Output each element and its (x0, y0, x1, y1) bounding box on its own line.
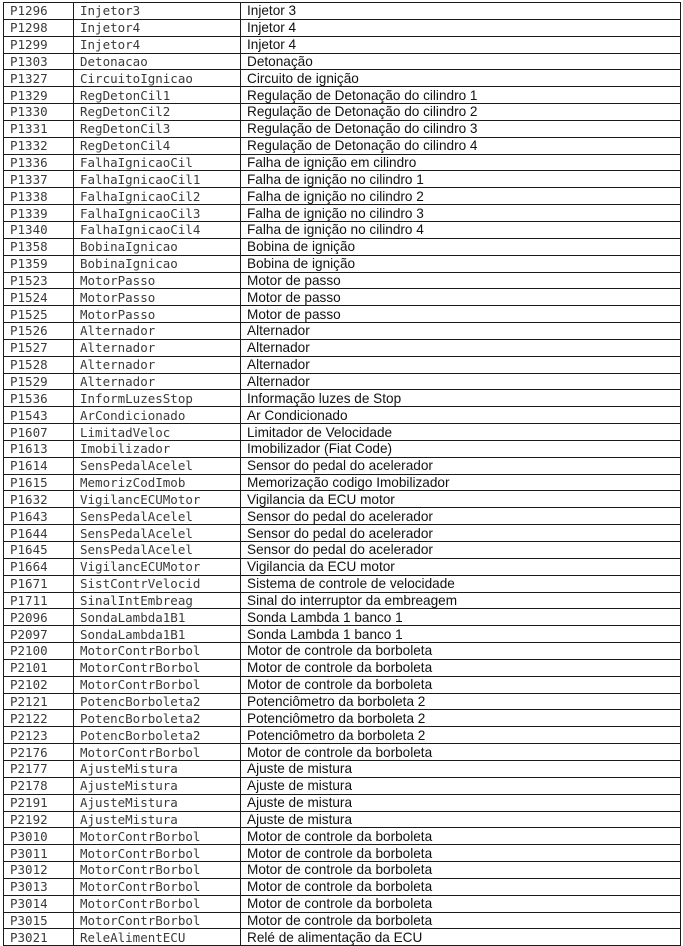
fault-symbol-cell: MotorPasso (74, 306, 241, 323)
table-row (4, 727, 681, 744)
table-row (4, 255, 681, 272)
table-row (4, 289, 681, 306)
fault-description-cell: Sonda Lambda 1 banco 1 (241, 626, 681, 643)
fault-description-cell: Sistema de controle de velocidade (241, 575, 681, 592)
fault-symbol-cell: AjusteMistura (74, 760, 241, 777)
fault-code-cell: P2102 (4, 676, 74, 693)
table-row (4, 457, 681, 474)
table-row (4, 643, 681, 660)
fault-symbol-cell: MemorizCodImob (74, 474, 241, 491)
fault-description-cell: Sensor do pedal do acelerador (241, 457, 681, 474)
fault-description-cell: Motor de controle da borboleta (241, 676, 681, 693)
table-row (4, 474, 681, 491)
fault-description-cell: Memorização codigo Imobilizador (241, 474, 681, 491)
fault-symbol-cell: FalhaIgnicaoCil3 (74, 205, 241, 222)
fault-code-cell: P1543 (4, 407, 74, 424)
fault-code-cell: P2101 (4, 659, 74, 676)
fault-code-cell: P1340 (4, 221, 74, 238)
fault-description-cell: Falha de ignição em cilindro (241, 154, 681, 171)
fault-code-cell: P1525 (4, 306, 74, 323)
fault-code-cell: P1331 (4, 120, 74, 137)
fault-symbol-cell: Imobilizador (74, 440, 241, 457)
table-row (4, 895, 681, 912)
table-row (4, 659, 681, 676)
fault-symbol-cell: VigilancECUMotor (74, 491, 241, 508)
fault-code-cell: P1524 (4, 289, 74, 306)
table-row (4, 238, 681, 255)
fault-code-cell: P3013 (4, 878, 74, 895)
fault-code-cell: P2122 (4, 710, 74, 727)
fault-symbol-cell: Injetor4 (74, 36, 241, 53)
fault-description-cell: Motor de controle da borboleta (241, 643, 681, 660)
table-row (4, 3, 681, 20)
table-row (4, 912, 681, 929)
table-row (4, 356, 681, 373)
table-row (4, 609, 681, 626)
fault-symbol-cell: Alternador (74, 373, 241, 390)
fault-description-cell: Ajuste de mistura (241, 760, 681, 777)
fault-symbol-cell: MotorContrBorbol (74, 659, 241, 676)
fault-description-cell: Alternador (241, 323, 681, 340)
fault-symbol-cell: MotorContrBorbol (74, 895, 241, 912)
table-row (4, 862, 681, 879)
fault-code-cell: P1615 (4, 474, 74, 491)
fault-code-cell: P1298 (4, 19, 74, 36)
fault-symbol-cell: MotorContrBorbol (74, 744, 241, 761)
table-row (4, 87, 681, 104)
fault-code-cell: P1644 (4, 525, 74, 542)
fault-symbol-cell: SondaLambda1B1 (74, 609, 241, 626)
fault-description-cell: Sensor do pedal do acelerador (241, 525, 681, 542)
fault-code-cell: P1330 (4, 104, 74, 121)
fault-description-cell: Motor de controle da borboleta (241, 862, 681, 879)
fault-description-cell: Injetor 4 (241, 36, 681, 53)
fault-description-cell: Ajuste de mistura (241, 794, 681, 811)
fault-description-cell: Injetor 3 (241, 3, 681, 20)
fault-code-cell: P3012 (4, 862, 74, 879)
fault-symbol-cell: PotencBorboleta2 (74, 710, 241, 727)
table-row (4, 188, 681, 205)
fault-description-cell: Motor de passo (241, 289, 681, 306)
fault-code-cell: P1664 (4, 558, 74, 575)
table-row (4, 440, 681, 457)
fault-symbol-cell: AjusteMistura (74, 794, 241, 811)
table-row (4, 53, 681, 70)
fault-code-cell: P1332 (4, 137, 74, 154)
fault-symbol-cell: RegDetonCil2 (74, 104, 241, 121)
fault-description-cell: Regulação de Detonação do cilindro 4 (241, 137, 681, 154)
fault-description-cell: Motor de controle da borboleta (241, 828, 681, 845)
table-row (4, 36, 681, 53)
table-row (4, 154, 681, 171)
fault-code-cell: P1327 (4, 70, 74, 87)
fault-code-table (3, 2, 681, 946)
fault-description-cell: Motor de controle da borboleta (241, 659, 681, 676)
fault-symbol-cell: PotencBorboleta2 (74, 693, 241, 710)
fault-description-cell: Imobilizador (Fiat Code) (241, 440, 681, 457)
fault-symbol-cell: MotorPasso (74, 289, 241, 306)
fault-code-cell: P1645 (4, 542, 74, 559)
fault-code-cell: P1671 (4, 575, 74, 592)
fault-description-cell: Motor de controle da borboleta (241, 878, 681, 895)
fault-description-cell: Ajuste de mistura (241, 777, 681, 794)
fault-symbol-cell: CircuitoIgnicao (74, 70, 241, 87)
fault-description-cell: Regulação de Detonação do cilindro 3 (241, 120, 681, 137)
table-row (4, 104, 681, 121)
fault-symbol-cell: MotorPasso (74, 272, 241, 289)
table-row (4, 525, 681, 542)
table-row (4, 542, 681, 559)
table-row (4, 491, 681, 508)
fault-description-cell: Relé de alimentação da ECU (241, 929, 681, 946)
fault-symbol-cell: Detonacao (74, 53, 241, 70)
table-row (4, 390, 681, 407)
fault-symbol-cell: FalhaIgnicaoCil1 (74, 171, 241, 188)
table-row (4, 339, 681, 356)
fault-description-cell: Falha de ignição no cilindro 1 (241, 171, 681, 188)
fault-description-cell: Bobina de ignição (241, 238, 681, 255)
fault-symbol-cell: VigilancECUMotor (74, 558, 241, 575)
fault-description-cell: Limitador de Velocidade (241, 424, 681, 441)
fault-symbol-cell: MotorContrBorbol (74, 676, 241, 693)
table-row (4, 845, 681, 862)
fault-symbol-cell: Alternador (74, 356, 241, 373)
fault-description-cell: Alternador (241, 356, 681, 373)
table-row (4, 558, 681, 575)
table-row (4, 626, 681, 643)
fault-code-cell: P2097 (4, 626, 74, 643)
fault-symbol-cell: BobinaIgnicao (74, 255, 241, 272)
fault-code-cell: P3010 (4, 828, 74, 845)
fault-symbol-cell: FalhaIgnicaoCil4 (74, 221, 241, 238)
table-row (4, 306, 681, 323)
table-row (4, 744, 681, 761)
fault-description-cell: Ar Condicionado (241, 407, 681, 424)
fault-symbol-cell: SensPedalAcelel (74, 457, 241, 474)
fault-symbol-cell: SensPedalAcelel (74, 508, 241, 525)
fault-description-cell: Falha de ignição no cilindro 4 (241, 221, 681, 238)
fault-description-cell: Potenciômetro da borboleta 2 (241, 710, 681, 727)
table-row (4, 693, 681, 710)
fault-code-cell: P2176 (4, 744, 74, 761)
fault-symbol-cell: MotorContrBorbol (74, 862, 241, 879)
fault-symbol-cell: Alternador (74, 339, 241, 356)
table-row (4, 205, 681, 222)
fault-code-cell: P2096 (4, 609, 74, 626)
fault-symbol-cell: SondaLambda1B1 (74, 626, 241, 643)
table-row (4, 811, 681, 828)
fault-code-cell: P1296 (4, 3, 74, 20)
table-row (4, 19, 681, 36)
fault-code-cell: P1613 (4, 440, 74, 457)
fault-description-cell: Regulação de Detonação do cilindro 1 (241, 87, 681, 104)
table-row (4, 508, 681, 525)
table-row (4, 777, 681, 794)
fault-symbol-cell: MotorContrBorbol (74, 878, 241, 895)
table-row (4, 575, 681, 592)
fault-code-cell: P1299 (4, 36, 74, 53)
table-row (4, 70, 681, 87)
fault-code-cell: P1338 (4, 188, 74, 205)
fault-code-cell: P2191 (4, 794, 74, 811)
fault-symbol-cell: SensPedalAcelel (74, 525, 241, 542)
fault-symbol-cell: SinalIntEmbreag (74, 592, 241, 609)
fault-description-cell: Ajuste de mistura (241, 811, 681, 828)
fault-description-cell: Sonda Lambda 1 banco 1 (241, 609, 681, 626)
fault-code-cell: P2100 (4, 643, 74, 660)
fault-symbol-cell: RegDetonCil3 (74, 120, 241, 137)
fault-description-cell: Vigilancia da ECU motor (241, 558, 681, 575)
fault-description-cell: Alternador (241, 373, 681, 390)
fault-code-cell: P1643 (4, 508, 74, 525)
fault-code-cell: P3011 (4, 845, 74, 862)
fault-description-cell: Circuito de ignição (241, 70, 681, 87)
table-row (4, 676, 681, 693)
fault-symbol-cell: MotorContrBorbol (74, 845, 241, 862)
fault-symbol-cell: Alternador (74, 323, 241, 340)
fault-symbol-cell: FalhaIgnicaoCil (74, 154, 241, 171)
table-row (4, 929, 681, 946)
fault-description-cell: Motor de controle da borboleta (241, 912, 681, 929)
table-row (4, 828, 681, 845)
fault-symbol-cell: AjusteMistura (74, 811, 241, 828)
table-row (4, 424, 681, 441)
fault-symbol-cell: MotorContrBorbol (74, 912, 241, 929)
table-row (4, 710, 681, 727)
fault-code-cell: P3015 (4, 912, 74, 929)
table-row (4, 272, 681, 289)
fault-description-cell: Sensor do pedal do acelerador (241, 542, 681, 559)
fault-symbol-cell: Injetor3 (74, 3, 241, 20)
fault-code-cell: P1339 (4, 205, 74, 222)
fault-symbol-cell: AjusteMistura (74, 777, 241, 794)
fault-code-cell: P2178 (4, 777, 74, 794)
table-row (4, 137, 681, 154)
fault-description-cell: Motor de controle da borboleta (241, 744, 681, 761)
fault-code-cell: P3021 (4, 929, 74, 946)
fault-description-cell: Motor de controle da borboleta (241, 845, 681, 862)
fault-symbol-cell: SensPedalAcelel (74, 542, 241, 559)
fault-description-cell: Potenciômetro da borboleta 2 (241, 693, 681, 710)
fault-code-cell: P2177 (4, 760, 74, 777)
fault-symbol-cell: MotorContrBorbol (74, 828, 241, 845)
fault-symbol-cell: InformLuzesStop (74, 390, 241, 407)
fault-symbol-cell: MotorContrBorbol (74, 643, 241, 660)
fault-symbol-cell: ReleAlimentECU (74, 929, 241, 946)
table-row (4, 794, 681, 811)
fault-code-cell: P1359 (4, 255, 74, 272)
table-row (4, 221, 681, 238)
table-row (4, 407, 681, 424)
fault-symbol-cell: LimitadVeloc (74, 424, 241, 441)
fault-code-cell: P1336 (4, 154, 74, 171)
fault-symbol-cell: PotencBorboleta2 (74, 727, 241, 744)
fault-code-cell: P1632 (4, 491, 74, 508)
fault-symbol-cell: Injetor4 (74, 19, 241, 36)
fault-code-cell: P1329 (4, 87, 74, 104)
fault-description-cell: Sensor do pedal do acelerador (241, 508, 681, 525)
fault-code-cell: P1526 (4, 323, 74, 340)
fault-description-cell: Regulação de Detonação do cilindro 2 (241, 104, 681, 121)
fault-code-cell: P1711 (4, 592, 74, 609)
fault-code-cell: P2121 (4, 693, 74, 710)
fault-description-cell: Falha de ignição no cilindro 2 (241, 188, 681, 205)
fault-code-cell: P1337 (4, 171, 74, 188)
fault-code-cell: P3014 (4, 895, 74, 912)
fault-symbol-cell: RegDetonCil1 (74, 87, 241, 104)
fault-description-cell: Vigilancia da ECU motor (241, 491, 681, 508)
fault-symbol-cell: SistContrVelocid (74, 575, 241, 592)
fault-code-cell: P1358 (4, 238, 74, 255)
fault-code-cell: P2192 (4, 811, 74, 828)
fault-description-cell: Sinal do interruptor da embreagem (241, 592, 681, 609)
fault-description-cell: Detonação (241, 53, 681, 70)
fault-code-cell: P2123 (4, 727, 74, 744)
fault-code-cell: P1536 (4, 390, 74, 407)
fault-code-cell: P1523 (4, 272, 74, 289)
fault-description-cell: Falha de ignição no cilindro 3 (241, 205, 681, 222)
fault-code-cell: P1529 (4, 373, 74, 390)
fault-code-table-body (4, 3, 681, 946)
table-row (4, 373, 681, 390)
table-row (4, 120, 681, 137)
fault-description-cell: Motor de passo (241, 272, 681, 289)
fault-code-cell: P1527 (4, 339, 74, 356)
table-row (4, 760, 681, 777)
fault-description-cell: Alternador (241, 339, 681, 356)
fault-description-cell: Motor de passo (241, 306, 681, 323)
table-row (4, 592, 681, 609)
fault-symbol-cell: ArCondicionado (74, 407, 241, 424)
fault-description-cell: Potenciômetro da borboleta 2 (241, 727, 681, 744)
table-row (4, 323, 681, 340)
fault-description-cell: Bobina de ignição (241, 255, 681, 272)
fault-description-cell: Motor de controle da borboleta (241, 895, 681, 912)
fault-code-cell: P1303 (4, 53, 74, 70)
fault-symbol-cell: RegDetonCil4 (74, 137, 241, 154)
fault-symbol-cell: BobinaIgnicao (74, 238, 241, 255)
table-row (4, 171, 681, 188)
fault-description-cell: Injetor 4 (241, 19, 681, 36)
fault-description-cell: Informação luzes de Stop (241, 390, 681, 407)
fault-code-cell: P1607 (4, 424, 74, 441)
fault-code-cell: P1614 (4, 457, 74, 474)
fault-code-cell: P1528 (4, 356, 74, 373)
fault-symbol-cell: FalhaIgnicaoCil2 (74, 188, 241, 205)
table-row (4, 878, 681, 895)
